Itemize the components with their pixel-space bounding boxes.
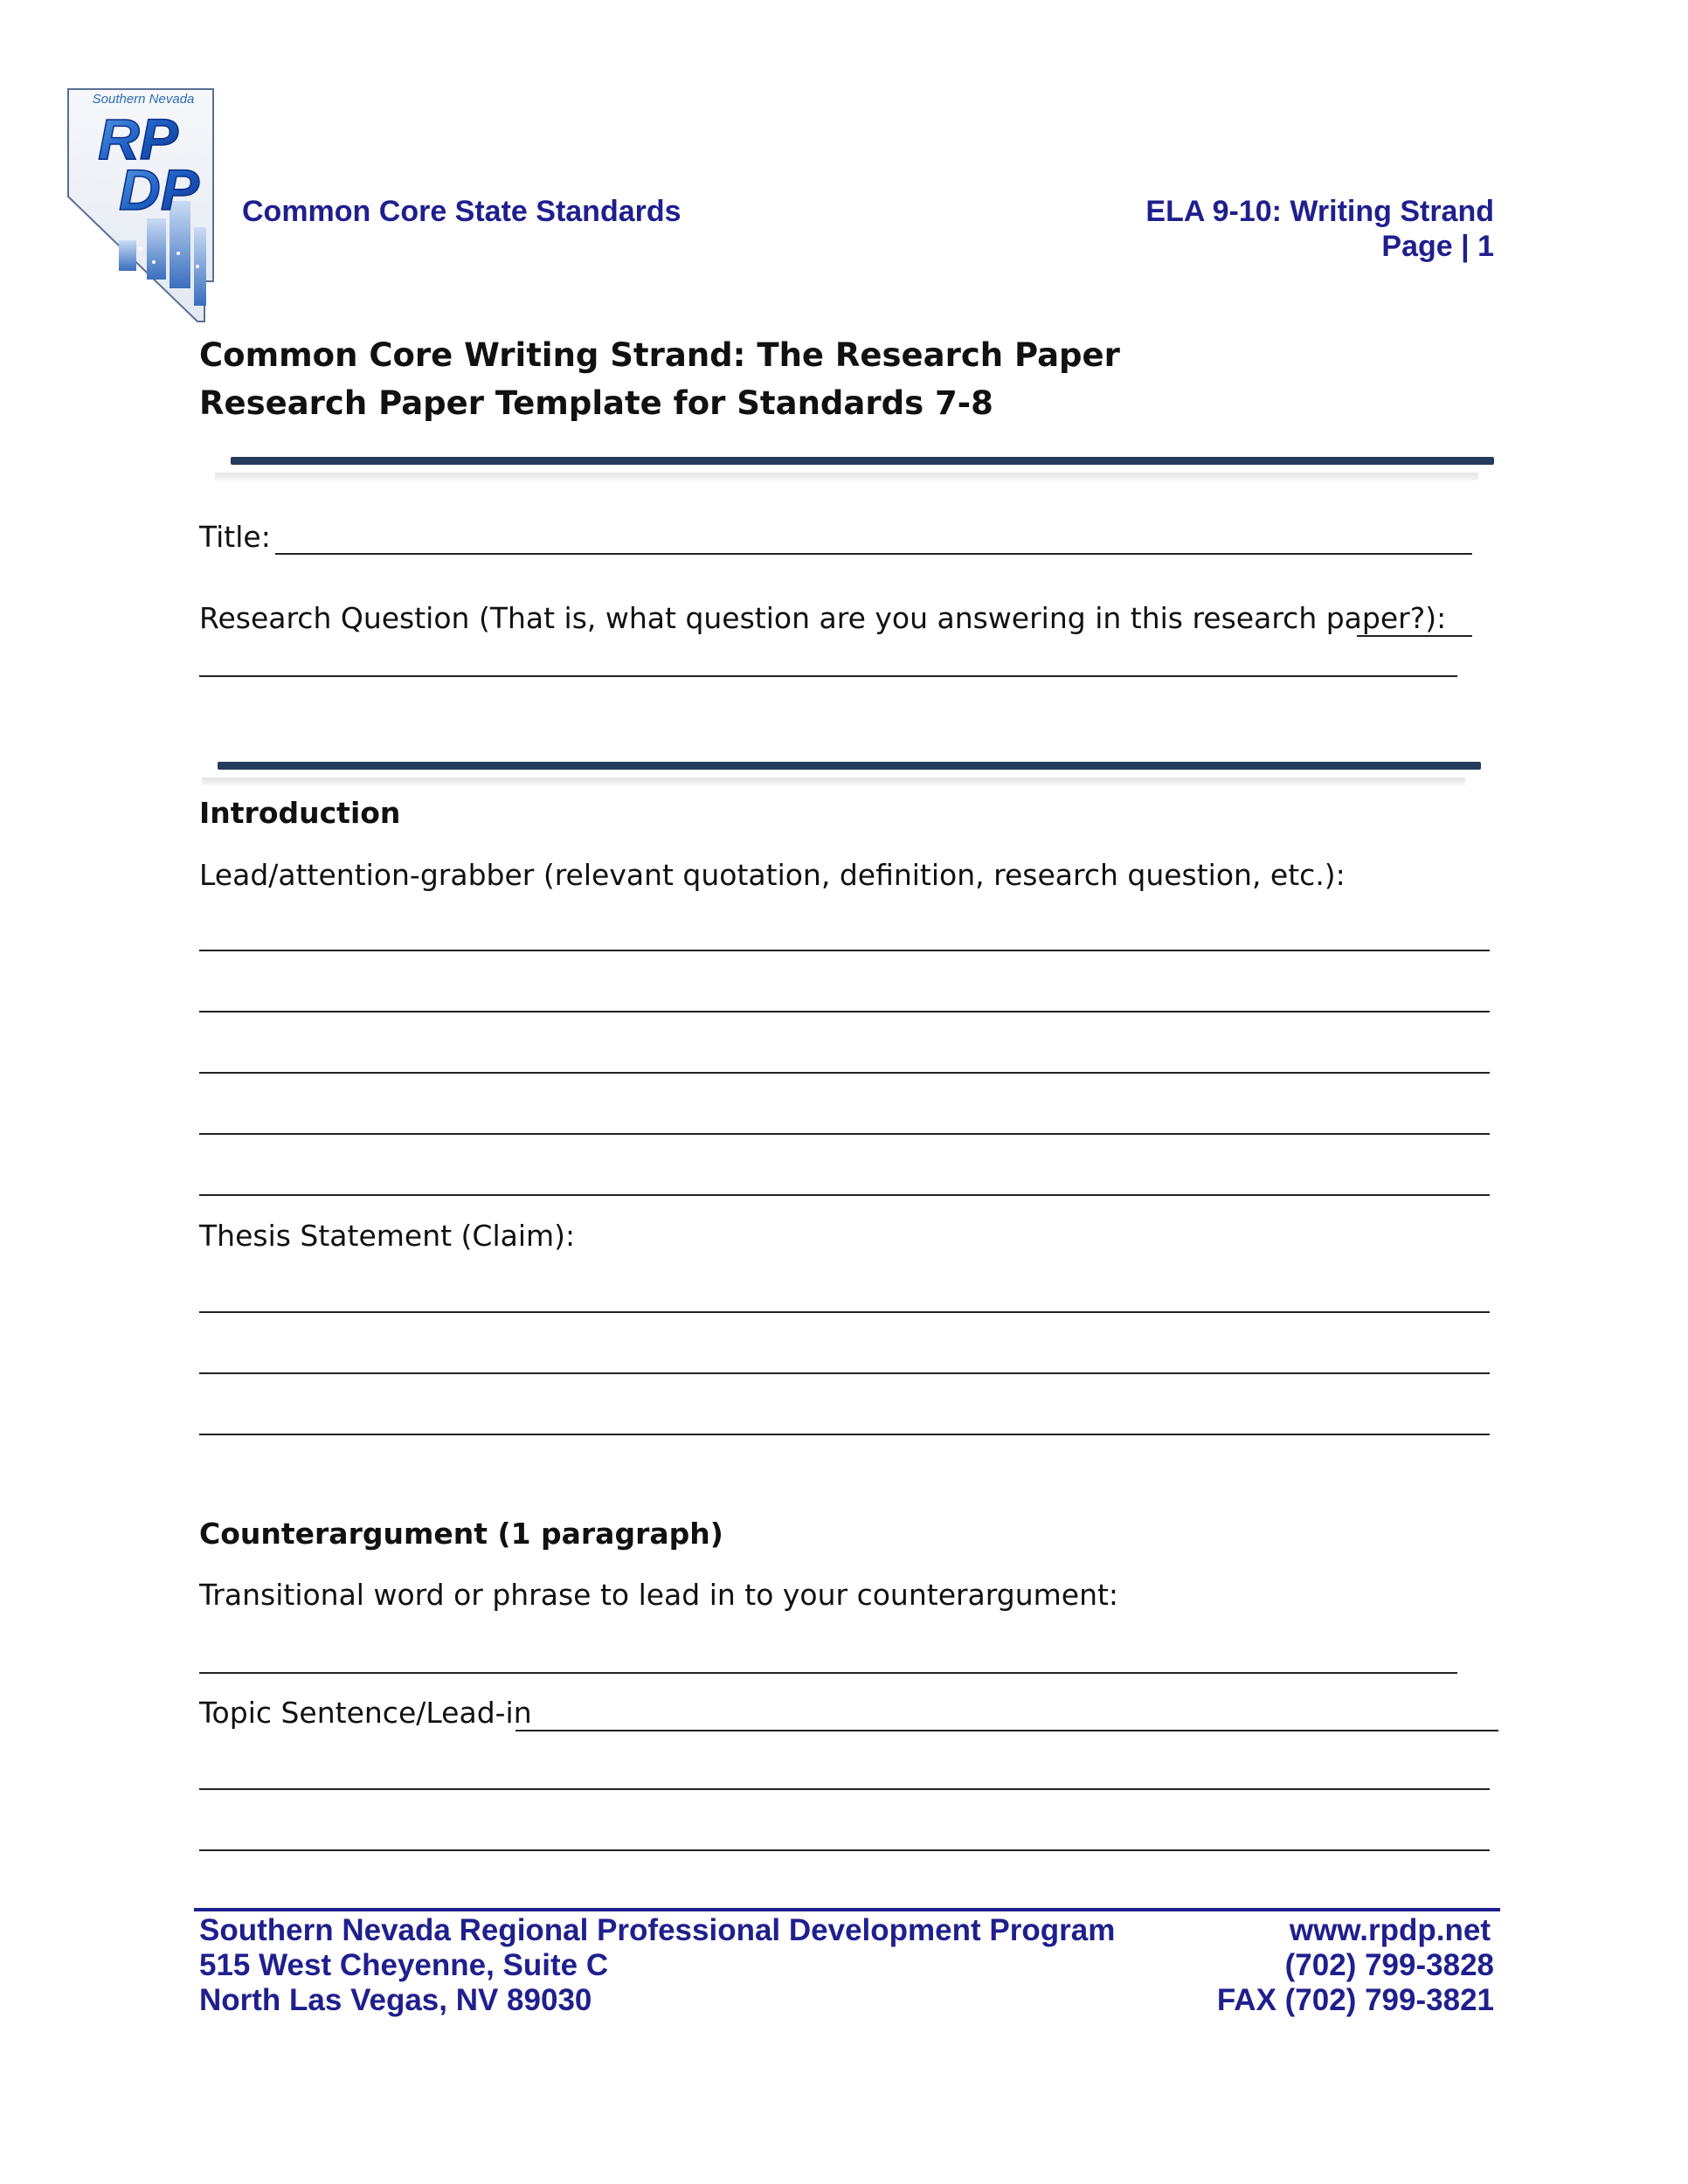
document-title: Common Core Writing Strand: The Research Paper: [199, 336, 1120, 374]
lead-label: Lead/attention-grabber (relevant quotation, definition, research question, etc.):: [199, 858, 1346, 892]
lead-line-1[interactable]: [199, 950, 1490, 951]
header-right-strand: ELA 9-10: Writing Strand: [1145, 195, 1494, 228]
footer-phone: (702) 799-3828: [1284, 1948, 1494, 1982]
topic-sentence-label: Topic Sentence/Lead-in: [199, 1696, 532, 1730]
lead-line-5[interactable]: [199, 1194, 1490, 1196]
footer-rule: [194, 1908, 1500, 1911]
research-question-line[interactable]: [199, 675, 1457, 677]
title-input-line[interactable]: [275, 553, 1472, 555]
logo-region-text: Southern Nevada: [92, 92, 195, 107]
research-question-label: Research Question (That is, what question are you answering in this research paper?):: [199, 601, 1447, 635]
introduction-heading: Introduction: [199, 796, 401, 830]
topic-line-2[interactable]: [199, 1849, 1490, 1851]
topic-sentence-line-inline[interactable]: [515, 1730, 1498, 1731]
thesis-line-3[interactable]: [199, 1434, 1490, 1435]
thesis-line-1[interactable]: [199, 1311, 1490, 1313]
thesis-label: Thesis Statement (Claim):: [199, 1219, 576, 1253]
transitional-label: Transitional word or phrase to lead in to your counterargument:: [199, 1578, 1119, 1612]
divider-rule-2: [218, 762, 1481, 770]
counterargument-heading: Counterargument (1 paragraph): [199, 1517, 723, 1551]
lead-line-2[interactable]: [199, 1011, 1490, 1013]
thesis-line-2[interactable]: [199, 1372, 1490, 1374]
title-label: Title:: [199, 520, 271, 554]
divider-shadow-2: [202, 778, 1465, 785]
divider-shadow-1: [215, 473, 1478, 480]
logo-dp-text: DP: [119, 157, 199, 222]
lead-line-3[interactable]: [199, 1072, 1490, 1074]
header-page-number: Page | 1: [1381, 230, 1494, 263]
footer-address-line2: North Las Vegas, NV 89030: [199, 1983, 592, 2017]
header-left-title: Common Core State Standards: [242, 195, 681, 228]
topic-line-1[interactable]: [199, 1788, 1490, 1790]
divider-rule-1: [231, 457, 1494, 465]
document-subtitle: Research Paper Template for Standards 7-8: [199, 384, 993, 422]
footer-address-line1: 515 West Cheyenne, Suite C: [199, 1948, 609, 1982]
rpdp-logo: [66, 87, 224, 328]
logo-rp-text: RP: [98, 107, 178, 171]
research-question-line-inline[interactable]: [1357, 635, 1472, 637]
footer-website-link[interactable]: www.rpdp.net: [1289, 1913, 1491, 1947]
footer-org-name: Southern Nevada Regional Professional Development Program: [199, 1913, 1116, 1947]
footer-fax: FAX (702) 799-3821: [1216, 1983, 1494, 2017]
transitional-line[interactable]: [199, 1672, 1457, 1674]
lead-line-4[interactable]: [199, 1133, 1490, 1135]
